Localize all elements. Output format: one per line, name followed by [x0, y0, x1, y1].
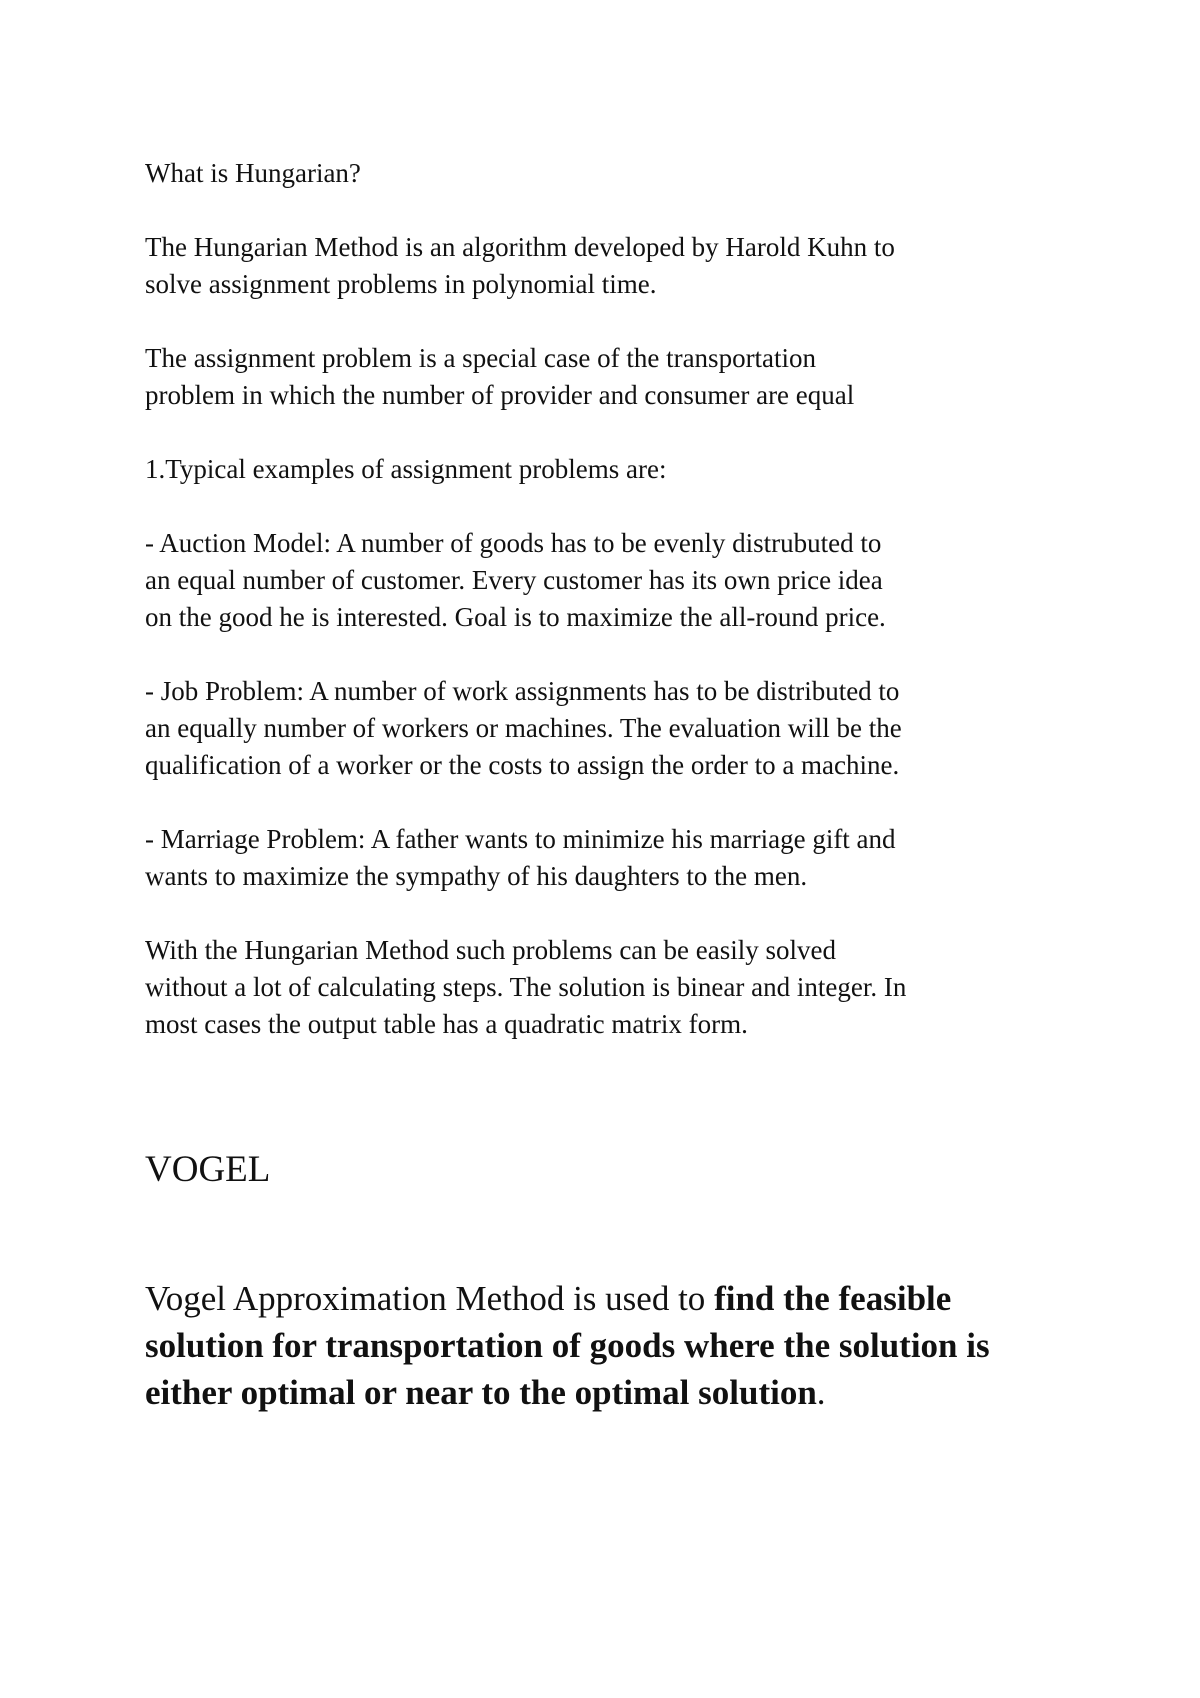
- hungarian-question: What is Hungarian?: [145, 158, 361, 188]
- hungarian-section: [145, 155, 1085, 1043]
- examples-heading: 1.Typical examples of assignment problems are:: [145, 454, 667, 484]
- vogel-description-bold: find the feasible solution for transportation of goods where the solution is either optimal or near to the optimal solution: [145, 1279, 990, 1412]
- vogel-description: [145, 1275, 1075, 1416]
- vogel-description-plain: Vogel Approximation Method is used to: [145, 1279, 715, 1318]
- hungarian-intro: The Hungarian Method is an algorithm developed by Harold Kuhn to solve assignment problems in polynomial time.: [145, 232, 895, 299]
- example-job-problem: - Job Problem: A number of work assignments has to be distributed to an equally number of workers or machines. The evaluation will be the qualification of a worker or the costs to assign the order to a machine.: [145, 676, 902, 780]
- vogel-description-end: .: [816, 1373, 826, 1412]
- example-marriage-problem: - Marriage Problem: A father wants to minimize his marriage gift and wants to maximize the sympathy of his daughters to the men.: [145, 824, 896, 891]
- example-auction-model: - Auction Model: A number of goods has to be evenly distrubuted to an equal number of customer. Every customer has its own price idea on the good he is interested. Goal is to maximize the all-round price.: [145, 528, 886, 632]
- assignment-definition: The assignment problem is a special case of the transportation problem in which the number of provider and consumer are equal: [145, 343, 855, 410]
- hungarian-conclusion: With the Hungarian Method such problems can be easily solved without a lot of calculating steps. The solution is binear and integer. In most cases the output table has a quadratic matrix form.: [145, 935, 907, 1039]
- vogel-heading: VOGEL: [145, 1149, 271, 1190]
